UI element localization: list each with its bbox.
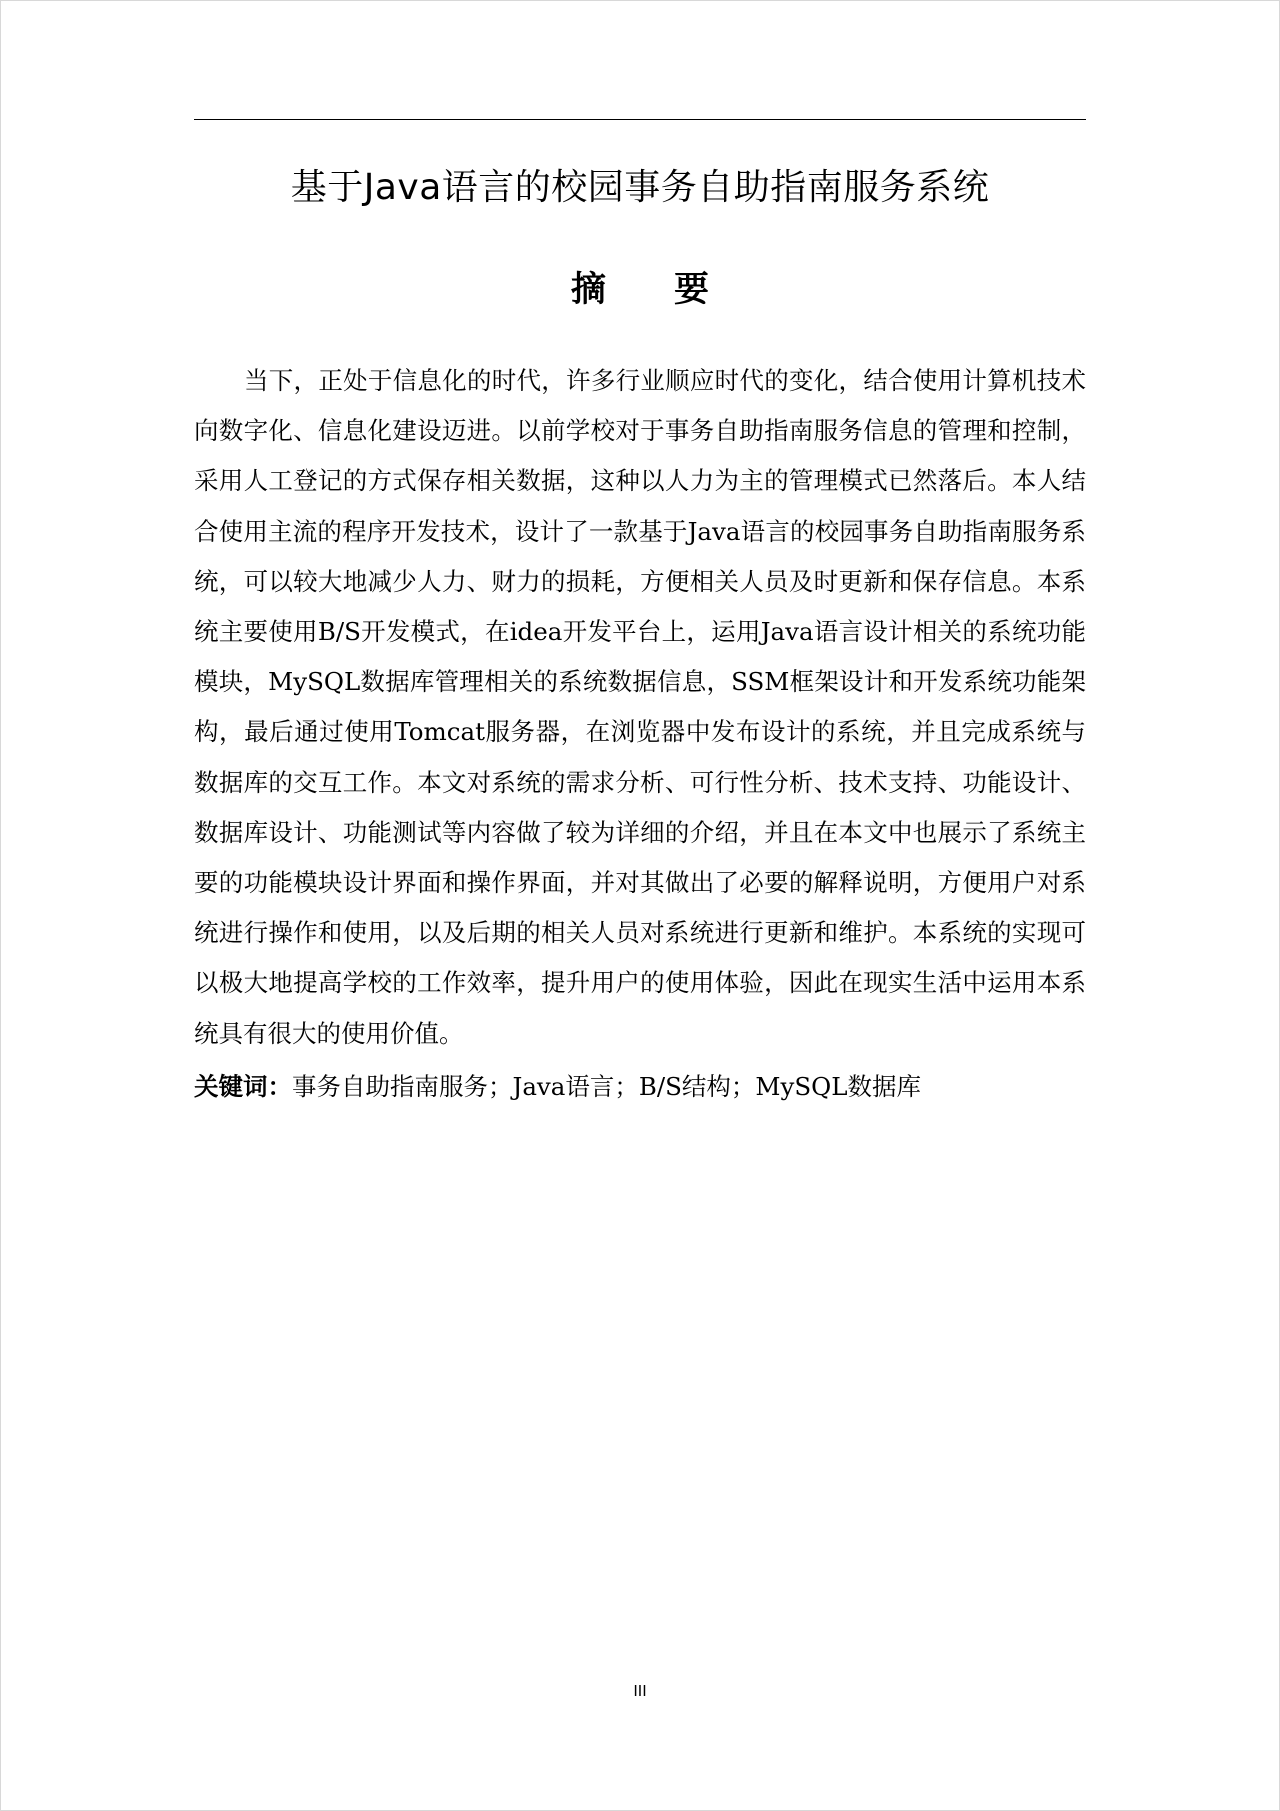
document-title: 基于Java语言的校园事务自助指南服务系统	[290, 167, 990, 208]
header-rule	[194, 119, 1086, 120]
abstract-heading-right: 要	[674, 270, 710, 310]
abstract-heading	[140, 262, 1140, 318]
abstract-heading-left: 摘	[570, 270, 606, 310]
keywords-line	[194, 1062, 1086, 1112]
keywords-text: 事务自助指南服务；Java语言；B/S结构；MySQL数据库	[292, 1072, 921, 1101]
abstract-paragraph: 当下，正处于信息化的时代，许多行业顺应时代的变化，结合使用计算机技术向数字化、信息化建设迈进。以前学校对于事务自助指南服务信息的管理和控制，采用人工登记的方式保存相关数据，这种以人力为主的管理模式已然落后。本人结合使用主流的程序开发技术，设计了一款基于Java语言的校园事务自助指南服务系统，可以较大地减少人力、财力的损耗，方便相关人员及时更新和保存信息。本系统主要使用B/S开发模式，在idea开发平台上，运用Java语言设计相关的系统功能模块，MySQL数据库管理相关的系统数据信息，SSM框架设计和开发系统功能架构，最后通过使用Tomcat服务器，在浏览器中发布设计的系统，并且完成系统与数据库的交互工作。本文对系统的需求分析、可行性分析、技术支持、功能设计、数据库设计、功能测试等内容做了较为详细的介绍，并且在本文中也展示了系统主要的功能模块设计界面和操作界面，并对其做出了必要的解释说明，方便用户对系统进行操作和使用，以及后期的相关人员对系统进行更新和维护。本系统的实现可以极大地提高学校的工作效率，提升用户的使用体验，因此在现实生活中运用本系统具有很大的使用价值。	[194, 366, 1086, 1048]
keywords-label: 关键词：	[194, 1072, 292, 1101]
page-number: III	[633, 1683, 647, 1700]
